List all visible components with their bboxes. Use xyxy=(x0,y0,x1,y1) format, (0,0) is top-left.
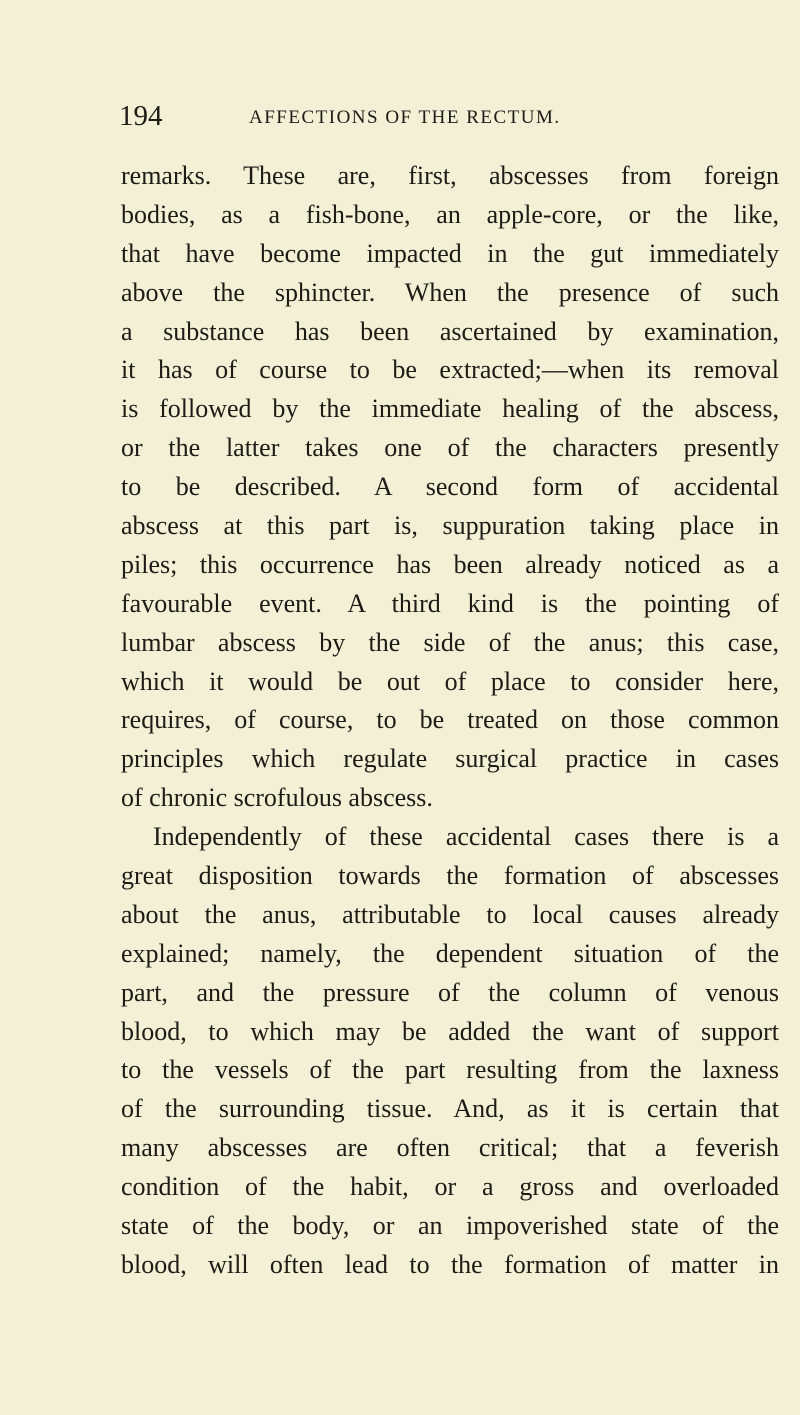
text-line: of the surrounding tissue. And, as it is certain that xyxy=(121,1094,779,1124)
text-line: blood, to which may be added the want of support xyxy=(121,1016,779,1046)
text-line: to the vessels of the part resulting from the laxness xyxy=(121,1055,779,1085)
text-line: blood, will often lead to the formation of matter in xyxy=(121,1249,779,1279)
page-number: 194 xyxy=(119,100,163,132)
text-line: abscess at this part is, suppuration taking place in xyxy=(121,511,779,541)
text-line: above the sphincter. When the presence of such xyxy=(121,277,779,307)
text-line: about the anus, attributable to local causes already xyxy=(121,899,779,929)
body-text xyxy=(121,157,779,1285)
text-line: is followed by the immediate healing of the abscess, xyxy=(121,394,779,424)
text-line-paragraph-end: of chronic scrofulous abscess. xyxy=(121,783,433,813)
text-line: part, and the pressure of the column of venous xyxy=(121,977,779,1007)
text-line: which it would be out of place to consider here, xyxy=(121,666,779,696)
text-line: bodies, as a fish-bone, an apple-core, or the like, xyxy=(121,199,779,229)
text-line: state of the body, or an impoverished state of the xyxy=(121,1211,779,1241)
text-line: remarks. These are, first, abscesses from foreign xyxy=(121,161,779,190)
text-line: to be described. A second form of accidental xyxy=(121,472,779,502)
text-line: explained; namely, the dependent situation of the xyxy=(121,938,779,968)
text-line: favourable event. A third kind is the pointing of xyxy=(121,588,779,618)
text-line: principles which regulate surgical practice in cases xyxy=(121,744,779,774)
text-line-paragraph-start: Independently of these accidental cases there is a xyxy=(153,822,779,852)
text-line: it has of course to be extracted;—when its removal xyxy=(121,355,779,385)
text-line: condition of the habit, or a gross and overloaded xyxy=(121,1172,779,1202)
text-line: that have become impacted in the gut immediately xyxy=(121,238,779,268)
page-header xyxy=(119,96,779,136)
text-line: many abscesses are often critical; that a feverish xyxy=(121,1133,779,1163)
text-line: piles; this occurrence has been already noticed as a xyxy=(121,549,779,579)
text-line: a substance has been ascertained by examination, xyxy=(121,316,779,346)
text-line: great disposition towards the formation of abscesses xyxy=(121,861,779,891)
text-line: lumbar abscess by the side of the anus; this case, xyxy=(121,627,779,657)
text-line: or the latter takes one of the characters presently xyxy=(121,433,779,463)
text-line: requires, of course, to be treated on those common xyxy=(121,705,779,735)
running-head: AFFECTIONS OF THE RECTUM. xyxy=(249,107,561,128)
